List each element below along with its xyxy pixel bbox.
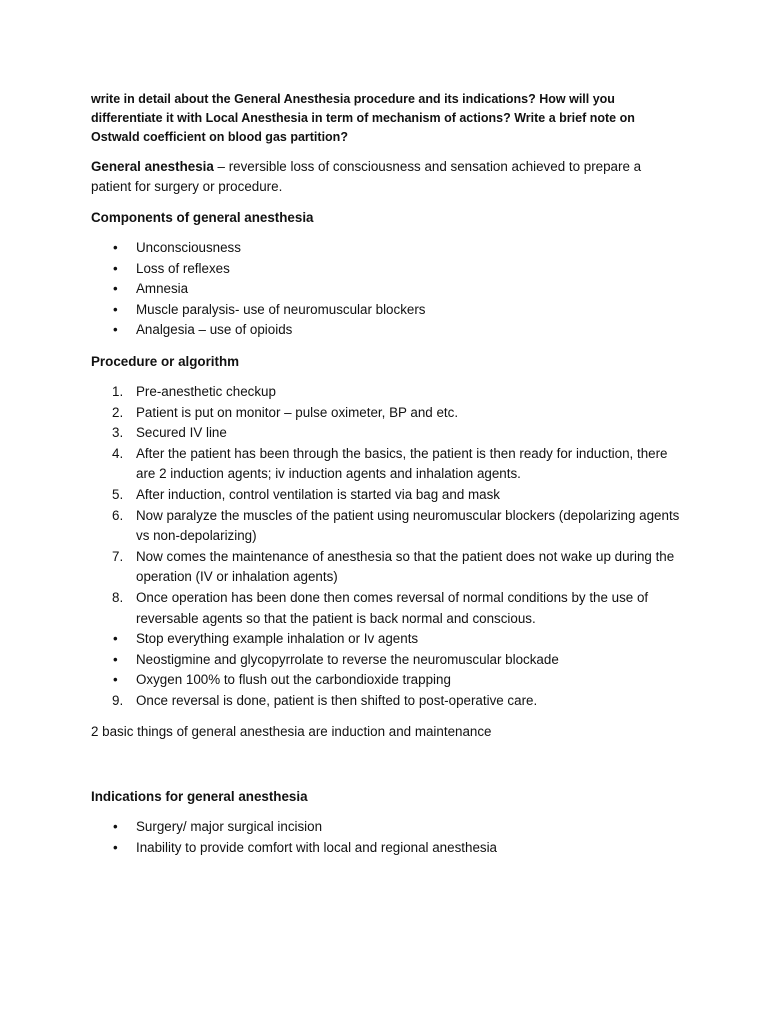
step-text: Secured IV line xyxy=(136,425,227,441)
step-number: 8. xyxy=(112,589,124,605)
step-number: 9. xyxy=(112,692,124,708)
procedure-step xyxy=(91,547,681,588)
step-text: Neostigmine and glycopyrrolate to reverse the neuromuscular blockade xyxy=(136,651,559,667)
bullet-icon: • xyxy=(113,631,118,647)
components-heading: Components of general anesthesia xyxy=(91,210,314,225)
step-number: 2. xyxy=(112,404,124,420)
step-number: 4. xyxy=(112,445,124,461)
step-number: 5. xyxy=(112,486,124,502)
procedure-heading: Procedure or algorithm xyxy=(91,353,240,369)
list-item-text: Inability to provide comfort with local and regional anesthesia xyxy=(136,840,498,856)
step-text: Patient is put on monitor – pulse oximeter, BP and etc. xyxy=(136,404,459,420)
list-item-text: Muscle paralysis- use of neuromuscular blockers xyxy=(136,301,426,317)
step-number: 3. xyxy=(112,425,124,441)
list-item xyxy=(91,259,681,280)
step-text: Now comes the maintenance of anesthesia so that the patient does not wake up during the operation (IV or inhalation agents) xyxy=(136,548,675,585)
spacer xyxy=(91,753,681,787)
procedure-step xyxy=(91,506,681,547)
procedure-step xyxy=(91,403,681,424)
procedure-substep xyxy=(91,670,681,691)
step-text: Stop everything example inhalation or Iv agents xyxy=(136,631,419,647)
components-list xyxy=(91,238,681,341)
document-page xyxy=(91,90,681,870)
summary-paragraph: 2 basic things of general anesthesia are induction and maintenance xyxy=(91,724,492,740)
list-item-text: Analgesia – use of opioids xyxy=(136,322,293,338)
procedure-step xyxy=(91,423,681,444)
step-number: 1. xyxy=(112,383,124,399)
list-item xyxy=(91,238,681,259)
list-item xyxy=(91,300,681,321)
step-text: Now paralyze the muscles of the patient using neuromuscular blockers (depolarizing agents vs non-depolarizing) xyxy=(136,507,680,544)
list-item xyxy=(91,279,681,300)
bullet-icon: • xyxy=(113,672,118,688)
bullet-icon: • xyxy=(113,322,118,338)
step-number: 6. xyxy=(112,507,124,523)
list-item xyxy=(91,320,681,341)
step-text: After induction, control ventilation is started via bag and mask xyxy=(136,486,500,502)
procedure-substep xyxy=(91,629,681,650)
bullet-icon: • xyxy=(113,240,118,255)
bullet-icon: • xyxy=(113,260,118,276)
step-text: After the patient has been through the basics, the patient is then ready for induction, there are 2 induction agents; iv induction agents and inhalation agents. xyxy=(136,445,668,482)
bullet-icon: • xyxy=(113,651,118,667)
question-text: write in detail about the General Anesthesia procedure and its indications? How will you differentiate it with Local Anesthesia in term of mechanism of actions? Write a brief note on Ostwald coefficient on blood gas partition? xyxy=(91,92,635,144)
step-text: Oxygen 100% to flush out the carbondioxide trapping xyxy=(136,672,451,688)
definition-text: – reversible loss of consciousness and sensation achieved to prepare a patient for surgery or procedure. xyxy=(91,159,642,194)
procedure-list xyxy=(91,382,681,712)
step-text: Once operation has been done then comes reversal of normal conditions by the use of reversable agents so that the patient is back normal and conscious. xyxy=(136,589,649,626)
definition-term: General anesthesia xyxy=(91,159,214,174)
list-item xyxy=(91,838,681,859)
bullet-icon: • xyxy=(113,819,118,835)
indications-heading: Indications for general anesthesia xyxy=(91,789,308,805)
procedure-step xyxy=(91,485,681,506)
step-text: Once reversal is done, patient is then shifted to post-operative care. xyxy=(136,692,538,708)
procedure-substep xyxy=(91,650,681,671)
bullet-icon: • xyxy=(113,301,118,317)
list-item-text: Unconsciousness xyxy=(136,240,241,255)
bullet-icon: • xyxy=(113,281,118,297)
bullet-icon: • xyxy=(113,840,118,856)
list-item xyxy=(91,817,681,838)
list-item-text: Surgery/ major surgical incision xyxy=(136,819,323,835)
procedure-step xyxy=(91,691,681,712)
list-item-text: Amnesia xyxy=(136,281,189,297)
definition-paragraph xyxy=(91,157,681,197)
procedure-step xyxy=(91,588,681,629)
step-text: Pre-anesthetic checkup xyxy=(136,383,276,399)
list-item-text: Loss of reflexes xyxy=(136,260,230,276)
step-number: 7. xyxy=(112,548,124,564)
procedure-step xyxy=(91,444,681,485)
indications-list xyxy=(91,817,681,858)
procedure-step xyxy=(91,382,681,403)
